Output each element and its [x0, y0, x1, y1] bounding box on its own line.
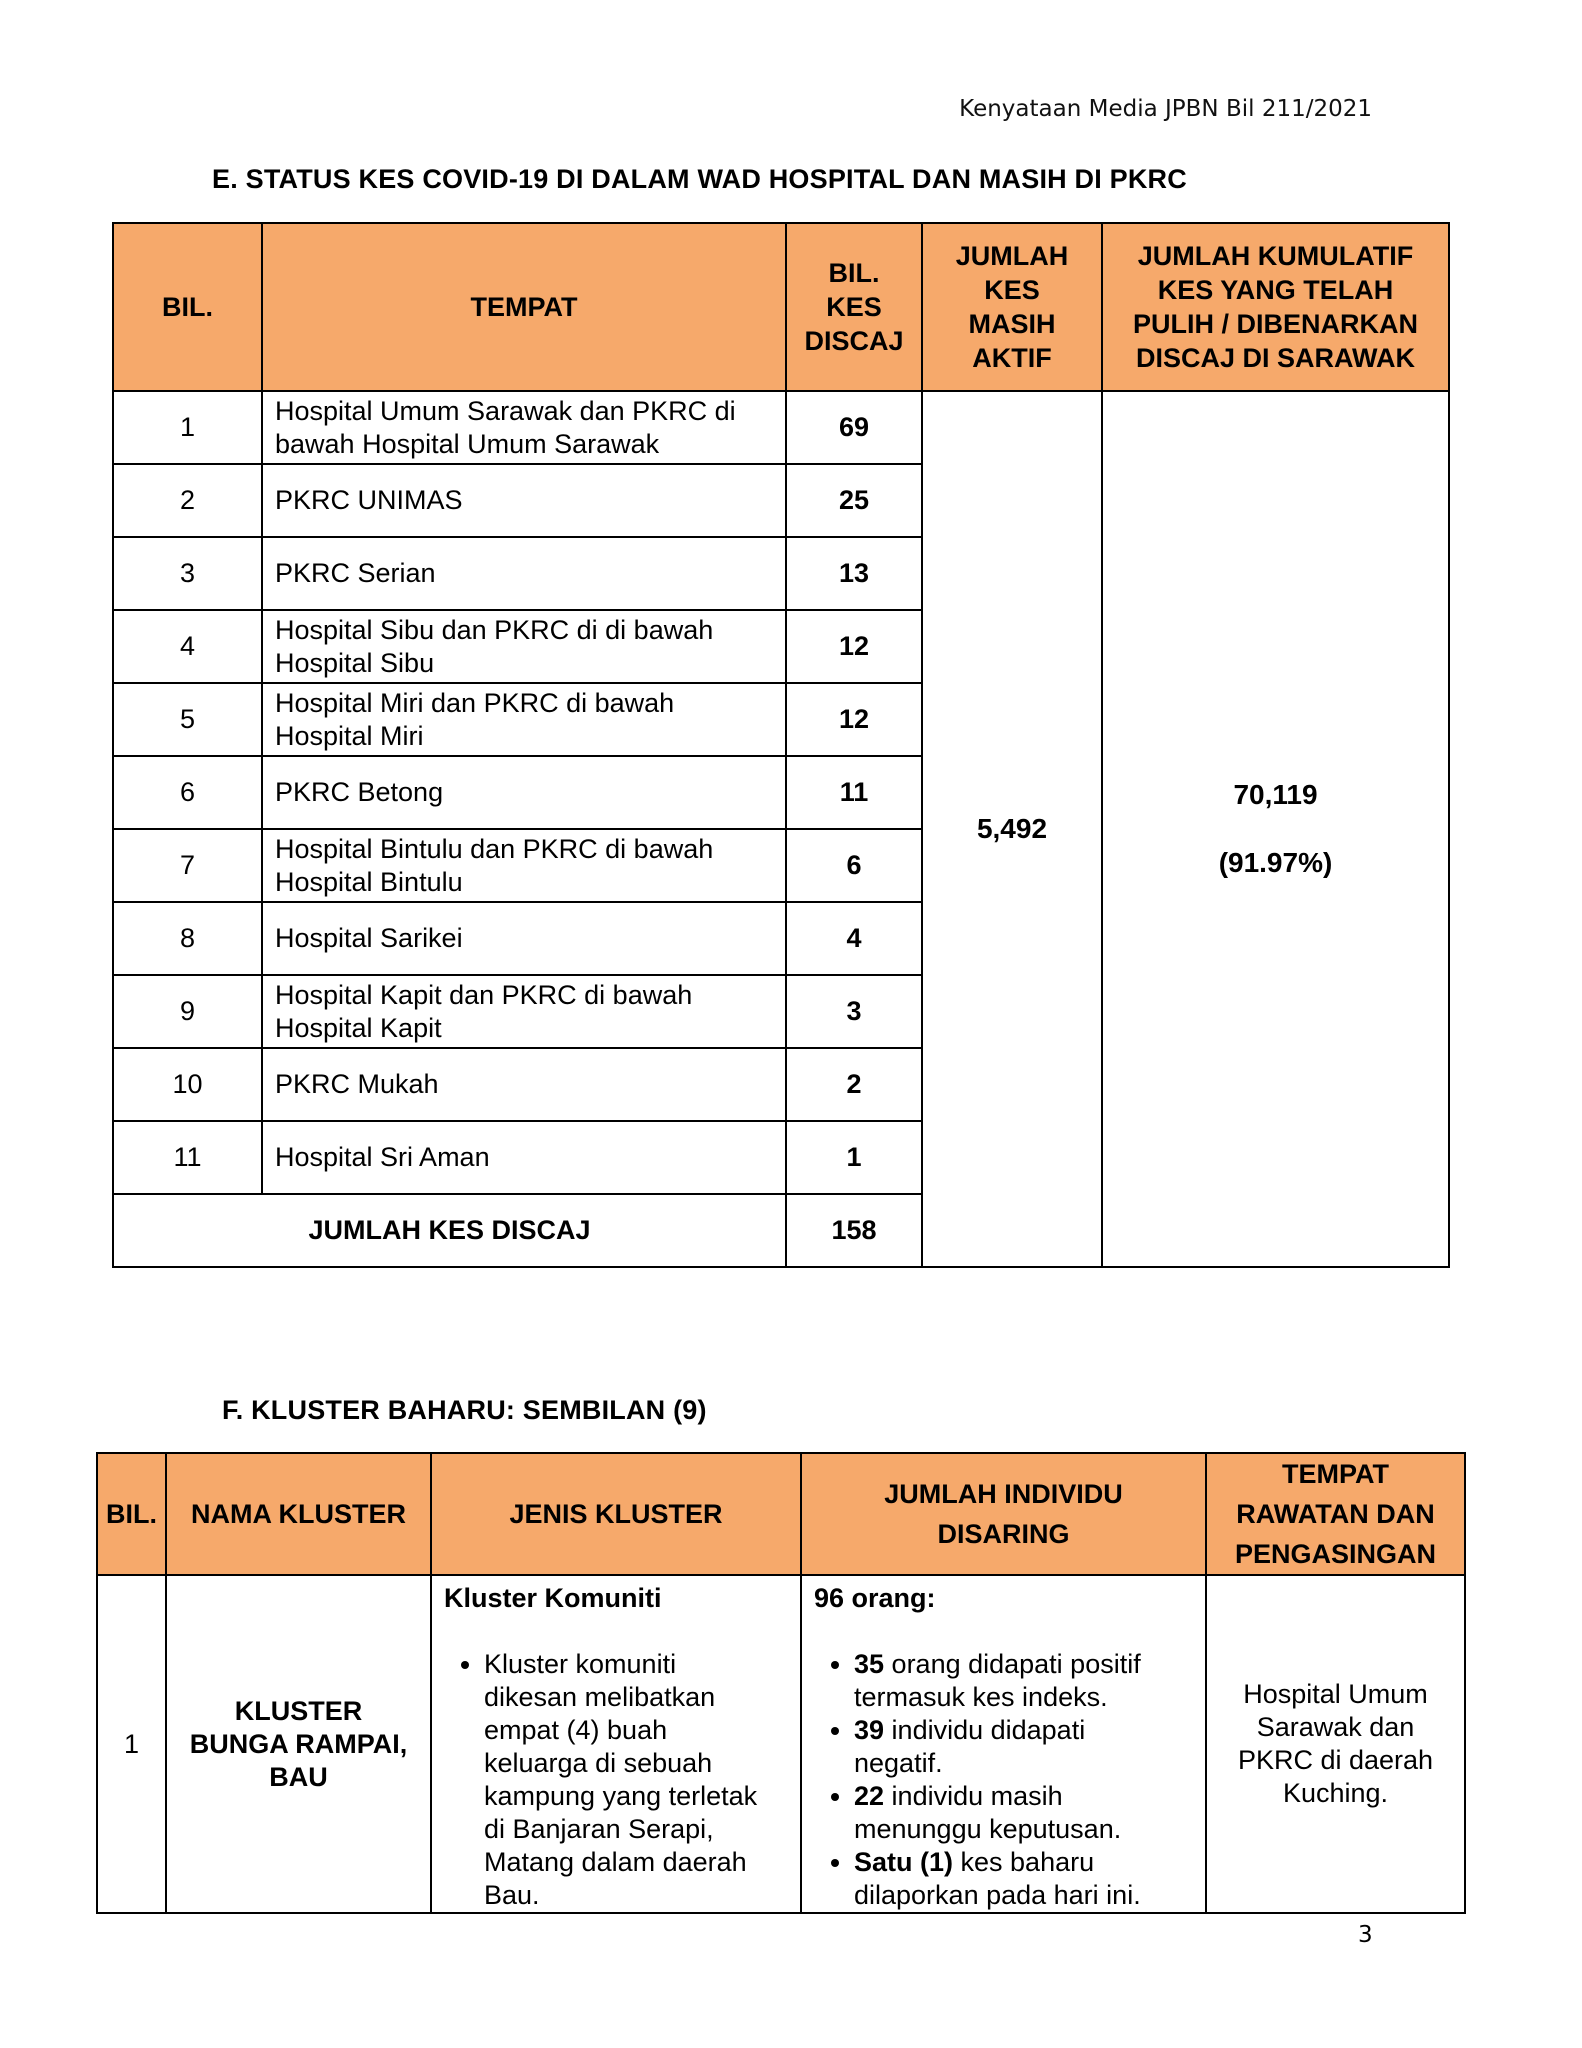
text-line: JUMLAH INDIVIDU: [884, 1479, 1123, 1509]
row-tempat: [262, 1121, 786, 1194]
row-tempat: [262, 975, 786, 1048]
text-line: PKRC Serian: [275, 558, 436, 588]
screened-count: [801, 1575, 1206, 1913]
cluster-type-title: Kluster Komuniti: [444, 1583, 662, 1613]
cluster-name: [166, 1575, 431, 1913]
media-statement-ref: Kenyataan Media JPBN Bil 211/2021: [959, 96, 1372, 122]
hospital-status-body: [113, 391, 1449, 1267]
text-line: PULIH / DIBENARKAN: [1132, 309, 1418, 339]
treatment-location: [1206, 1575, 1465, 1913]
text-line: Hospital Sibu dan PKRC di di bawah: [275, 614, 714, 645]
text-line: BUNGA RAMPAI,: [189, 1728, 408, 1759]
text-line: PKRC Mukah: [275, 1069, 439, 1099]
row-tempat: [262, 537, 786, 610]
screened-total: 96 orang:: [814, 1583, 936, 1613]
total-value: 158: [786, 1194, 922, 1267]
text-line: PKRC di daerah: [1237, 1745, 1434, 1775]
row-tempat: [262, 756, 786, 829]
row-tempat: [262, 683, 786, 756]
header-bil-kes-discaj: [786, 223, 922, 391]
row-tempat: [262, 902, 786, 975]
bullet-number: 35: [854, 1649, 885, 1679]
row-bil: 9: [113, 975, 262, 1048]
screened-list: [814, 1648, 1197, 1912]
text-line: Hospital Sri Aman: [275, 1142, 490, 1172]
row-discaj: 6: [786, 829, 922, 902]
row-tempat: [262, 391, 786, 464]
row-bil: 8: [113, 902, 262, 975]
text-line: MASIH: [968, 309, 1056, 339]
list-item: [484, 1648, 790, 1912]
row-discaj: 3: [786, 975, 922, 1048]
jumlah-kumulatif: [1102, 391, 1449, 1267]
text-line: Hospital Sarikei: [275, 923, 463, 953]
row-tempat: [262, 1048, 786, 1121]
bullet-number: Satu (1): [854, 1847, 954, 1877]
text-line: PKRC Betong: [275, 777, 444, 807]
kumulatif-percent: (91.97%): [1218, 847, 1333, 878]
text-line: Hospital Umum Sarawak dan PKRC di: [275, 395, 736, 426]
text-line: individu masih: [884, 1781, 1063, 1811]
header-nama-kluster: NAMA KLUSTER: [166, 1453, 431, 1575]
row-bil: 1: [113, 391, 262, 464]
text-line: Hospital Umum: [1243, 1679, 1428, 1709]
text-line: KLUSTER: [234, 1695, 363, 1726]
text-line: KES YANG TELAH: [1157, 275, 1394, 305]
header-jenis-kluster: JENIS KLUSTER: [431, 1453, 801, 1575]
text-line: TEMPAT: [1282, 1459, 1389, 1489]
text-line: menunggu keputusan.: [854, 1814, 1122, 1844]
text-line: JUMLAH KUMULATIF: [1137, 241, 1414, 271]
row-discaj: 12: [786, 610, 922, 683]
row-bil: 11: [113, 1121, 262, 1194]
row-discaj: 12: [786, 683, 922, 756]
row-tempat: [262, 464, 786, 537]
text-line: keluarga di sebuah: [484, 1748, 713, 1778]
text-line: DISCAJ: [804, 326, 904, 356]
row-tempat: [262, 829, 786, 902]
text-line: Matang dalam daerah: [484, 1847, 747, 1877]
table-header-row: [97, 1453, 1465, 1575]
cluster-type-list: [444, 1648, 790, 1912]
text-line: bawah Hospital Umum Sarawak: [275, 428, 660, 459]
text-line: Bau.: [484, 1880, 540, 1910]
header-jumlah-kumulatif: [1102, 223, 1449, 391]
row-tempat: [262, 610, 786, 683]
text-line: Hospital Miri dan PKRC di bawah: [275, 687, 675, 718]
text-line: di Banjaran Serapi,: [484, 1814, 714, 1844]
header-jumlah-kes-masih-aktif: [922, 223, 1102, 391]
header-bil: BIL.: [113, 223, 262, 391]
text-line: negatif.: [854, 1748, 943, 1778]
text-line: RAWATAN DAN: [1236, 1499, 1435, 1529]
text-line: JUMLAH: [955, 241, 1069, 271]
row-bil: 4: [113, 610, 262, 683]
row-bil: 3: [113, 537, 262, 610]
list-item: [854, 1780, 1197, 1846]
text-line: DISCAJ DI SARAWAK: [1135, 343, 1416, 373]
text-line: Sarawak dan: [1256, 1712, 1415, 1742]
new-cluster-table: [96, 1452, 1466, 1914]
text-line: Kluster komuniti: [484, 1649, 677, 1679]
total-label: JUMLAH KES DISCAJ: [113, 1194, 786, 1267]
text-line: KES: [984, 275, 1040, 305]
row-discaj: 13: [786, 537, 922, 610]
list-item: [854, 1714, 1197, 1780]
text-line: DISARING: [937, 1519, 1070, 1549]
text-line: Hospital Kapit: [275, 1012, 442, 1043]
text-line: PKRC UNIMAS: [275, 485, 463, 515]
row-bil: 2: [113, 464, 262, 537]
text-line: KES: [826, 292, 882, 322]
hospital-status-table: [112, 222, 1450, 1268]
cluster-type: [431, 1575, 801, 1913]
bullet-number: 39: [854, 1715, 885, 1745]
text-line: Hospital Miri: [275, 720, 424, 751]
text-line: termasuk kes indeks.: [854, 1682, 1108, 1712]
page-number: 3: [1358, 1922, 1373, 1948]
text-line: dikesan melibatkan: [484, 1682, 716, 1712]
row-bil: 10: [113, 1048, 262, 1121]
text-line: BIL.: [828, 258, 880, 288]
row-bil: 5: [113, 683, 262, 756]
bullet-number: 22: [854, 1781, 885, 1811]
row-discaj: 11: [786, 756, 922, 829]
text-line: Hospital Kapit dan PKRC di bawah: [275, 979, 693, 1010]
row-discaj: 1: [786, 1121, 922, 1194]
section-e-title: E. STATUS KES COVID-19 DI DALAM WAD HOSPITAL DAN MASIH DI PKRC: [212, 164, 1187, 194]
text-line: Hospital Sibu: [275, 647, 435, 678]
text-line: PENGASINGAN: [1234, 1539, 1437, 1569]
text-line: empat (4) buah: [484, 1715, 668, 1745]
row-discaj: 69: [786, 391, 922, 464]
text-line: Kuching.: [1282, 1778, 1389, 1808]
list-item: [854, 1846, 1197, 1912]
row-bil: 7: [113, 829, 262, 902]
text-line: dilaporkan pada hari ini.: [854, 1880, 1141, 1910]
text-line: individu didapati: [884, 1715, 1086, 1745]
row-discaj: 2: [786, 1048, 922, 1121]
header-tempat-rawatan: [1206, 1453, 1465, 1575]
row-bil: 6: [113, 756, 262, 829]
row-discaj: 25: [786, 464, 922, 537]
jumlah-kes-masih-aktif: 5,492: [922, 391, 1102, 1267]
text-line: AKTIF: [972, 343, 1052, 373]
table-row: [97, 1575, 1465, 1913]
list-item: [854, 1648, 1197, 1714]
text-line: Hospital Bintulu dan PKRC di bawah: [275, 833, 714, 864]
header-bil: BIL.: [97, 1453, 166, 1575]
table-header-row: [113, 223, 1449, 391]
header-jumlah-individu: [801, 1453, 1206, 1575]
header-tempat: TEMPAT: [262, 223, 786, 391]
row-discaj: 4: [786, 902, 922, 975]
text-line: orang didapati positif: [884, 1649, 1141, 1679]
cluster-bil: 1: [97, 1575, 166, 1913]
table-row: [113, 391, 1449, 464]
text-line: BAU: [269, 1761, 328, 1792]
section-f-title: F. KLUSTER BAHARU: SEMBILAN (9): [222, 1395, 707, 1425]
text-line: kes baharu: [953, 1847, 1095, 1877]
new-cluster-body: [97, 1575, 1465, 1913]
text-line: Hospital Bintulu: [275, 866, 463, 897]
kumulatif-value: 70,119: [1233, 779, 1318, 810]
text-line: kampung yang terletak: [484, 1781, 758, 1811]
